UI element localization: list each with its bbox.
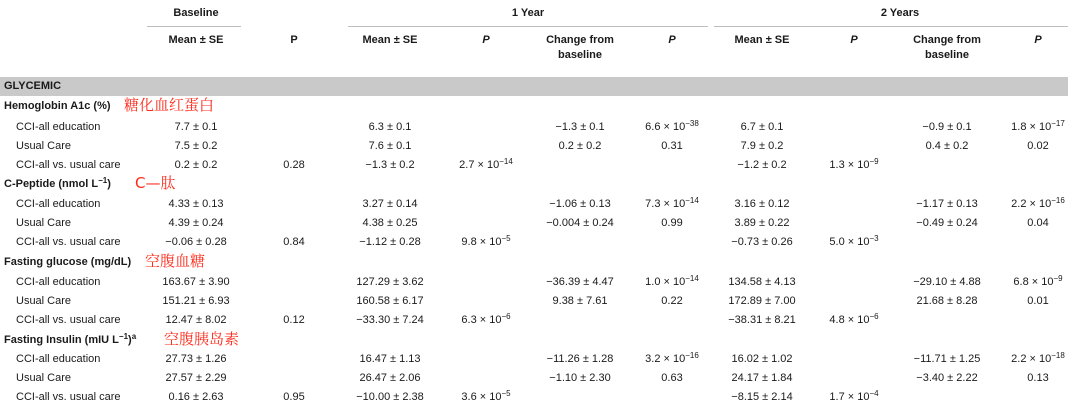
baseline-header-rule <box>147 26 241 27</box>
group-title: Fasting glucose (mg/dL) <box>4 256 132 268</box>
group-title: Fasting Insulin (mIU $L^{-1})^a$ <box>4 332 137 346</box>
group-annotation: 糖化血红蛋白 <box>124 96 215 114</box>
col-y2-mean: Mean ± SE <box>734 34 790 46</box>
section-title: GLYCEMIC <box>4 80 62 92</box>
col-y2-change-p: P <box>1034 34 1042 46</box>
group-annotation: 空腹胰岛素 <box>164 330 240 348</box>
col-y1-change-l1: Change from <box>546 34 614 46</box>
year1-header-rule <box>348 26 708 27</box>
group-annotation: C—肽 <box>135 174 176 192</box>
section-band <box>0 77 1068 96</box>
col-y1-p: P <box>482 34 490 46</box>
group-annotation: 空腹血糖 <box>145 252 206 270</box>
col-y2-p: P <box>850 34 858 46</box>
col-baseline-mean: Mean ± SE <box>168 34 224 46</box>
col-y1-mean: Mean ± SE <box>362 34 418 46</box>
baseline-header: Baseline <box>173 7 219 19</box>
col-y1-change-p: P <box>668 34 676 46</box>
col-y1-change-l2: baseline <box>557 49 603 61</box>
col-y2-change-l1: Change from <box>913 34 981 46</box>
col-y2-change-l2: baseline <box>924 49 970 61</box>
year1-header: 1 Year <box>511 7 545 19</box>
group-title: Hemoglobin A1c (%) <box>4 100 111 112</box>
col-baseline-p: P <box>290 34 298 46</box>
group-title: C-Peptide (nmol $L^{-1}$) <box>4 176 111 190</box>
year2-header: 2 Years <box>880 7 920 19</box>
year2-header-rule <box>714 26 1068 27</box>
